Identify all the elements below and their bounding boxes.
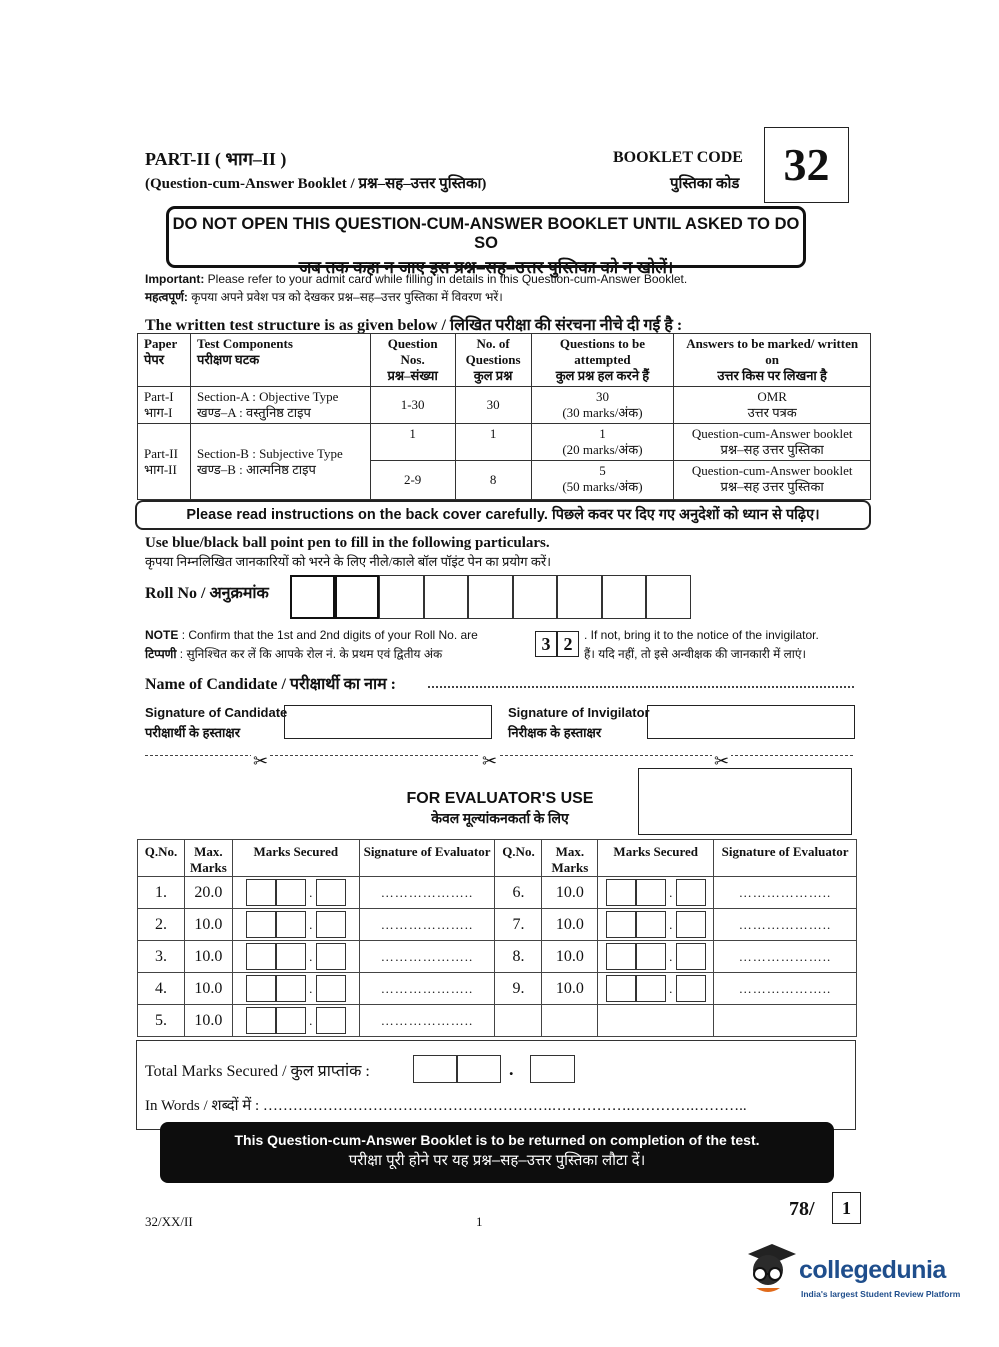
- evaluator-header-row: [138, 840, 857, 877]
- marks-digit[interactable]: [246, 1007, 276, 1034]
- header-noq: No. of Questions: [465, 336, 521, 367]
- in-words-field[interactable]: ………………………………………………….…………….………….………..: [262, 1098, 747, 1114]
- table-row: [138, 973, 857, 1005]
- marks-digit[interactable]: [676, 911, 706, 938]
- eval-qno: 3.: [138, 941, 185, 973]
- marks-digit[interactable]: [676, 879, 706, 906]
- warning-en: DO NOT OPEN THIS QUESTION-CUM-ANSWER BOOKLET UNTIL ASKED TO DO SO: [172, 215, 800, 252]
- roll-no-boxes: [290, 575, 692, 620]
- page-number: 1: [476, 1214, 483, 1229]
- decimal-point: .: [669, 980, 673, 996]
- header-qnos: Question Nos.: [387, 336, 438, 367]
- row2-answer-a: Question-cum-Answer booklet: [691, 426, 853, 441]
- marks-digit[interactable]: [246, 943, 276, 970]
- eval-max: 10.0: [542, 877, 598, 909]
- row2-component: Section-B : Subjective Type: [196, 445, 343, 461]
- header-attempt-hi: कुल प्रश्न हल करने हैं: [555, 368, 650, 383]
- row2-attempt-marks-a: (20 marks/अंक): [562, 442, 643, 457]
- important-text: Please refer to your admit card while filling in details in this Question-cum-Answer Booklet.: [207, 272, 688, 286]
- important-label: Important:: [145, 272, 205, 286]
- eval-signature[interactable]: ………………..: [714, 909, 857, 941]
- marks-digit[interactable]: [276, 975, 306, 1002]
- structure-heading: The written test structure is as given below / लिखित परीक्षा की संरचना नीचे दी गई है :: [145, 317, 683, 334]
- sig-candidate-label: Signature of Candidate: [145, 705, 288, 720]
- return-note-hi: परीक्षा पूरी होने पर यह प्रश्न–सह–उत्तर पुस्तिका लौटा दें।: [348, 1152, 646, 1169]
- note-text-en-b: . If not, bring it to the notice of the invigilator.: [584, 628, 819, 642]
- sig-invigilator-box[interactable]: [647, 705, 855, 739]
- structure-header-row: [138, 334, 871, 387]
- structure-row-part1: [138, 387, 871, 424]
- empty-cell: [714, 1005, 857, 1037]
- table-row: [138, 941, 857, 973]
- instructions-note: Please read instructions on the back cover carefully. पिछले कवर पर दिए गए अनुदेशों को ध्यान से पढ़िए।: [135, 500, 871, 530]
- words-row: [145, 1095, 747, 1115]
- pen-note-en: Use blue/black ball point pen to fill in the following particulars.: [145, 535, 550, 551]
- scissors-icon: ✂: [714, 751, 730, 771]
- eval-qno: 9.: [495, 973, 542, 1005]
- total-digit-2[interactable]: [457, 1055, 501, 1083]
- table-row: [138, 1005, 857, 1037]
- row1-component-hi: खण्ड–A : वस्तुनिष्ठ टाइप: [196, 405, 311, 420]
- marks-digit[interactable]: [276, 943, 306, 970]
- evaluator-table: [137, 839, 857, 1037]
- row1-answer-hi: उत्तर पत्रक: [747, 405, 797, 420]
- return-note: [160, 1122, 834, 1183]
- warning-hi: जब तक कहा न जाए इस प्रश्न–सह–उत्तर पुस्तिका को न खोलें।: [298, 258, 674, 277]
- eval-signature[interactable]: ………………..: [714, 877, 857, 909]
- marks-digit[interactable]: [676, 975, 706, 1002]
- eval-signature[interactable]: ………………..: [714, 973, 857, 1005]
- eval-signature[interactable]: ………………..: [359, 1005, 495, 1037]
- marks-secured-field[interactable]: [598, 909, 714, 941]
- row2-attempt-b: 5: [599, 463, 606, 478]
- note-text-hi-a: : सुनिश्चित कर लें कि आपके रोल नं. के प्रथम एवं द्वितीय अंक: [179, 647, 443, 661]
- eval-qno: 1.: [138, 877, 185, 909]
- row2-answer-b: Question-cum-Answer booklet: [691, 463, 853, 478]
- sig-invigilator-label-hi: निरीक्षक के हस्ताक्षर: [508, 725, 602, 740]
- header-noq-hi: कुल प्रश्न: [473, 368, 513, 383]
- row1-paper-hi: भाग-I: [144, 405, 173, 420]
- marks-digit[interactable]: [276, 911, 306, 938]
- important-en: [145, 272, 687, 286]
- structure-table: [137, 333, 871, 500]
- sig-candidate-box[interactable]: [284, 705, 492, 739]
- table-row: [138, 877, 857, 909]
- page-ref-box: 1: [832, 1192, 861, 1224]
- header-components: Test Components: [196, 336, 293, 351]
- booklet-code-box: 32: [764, 127, 849, 203]
- note-digit-2: 2: [557, 631, 579, 657]
- marks-digit[interactable]: [606, 879, 636, 906]
- empty-cell: [542, 1005, 598, 1037]
- roll-label: Roll No / अनुक्रमांक: [145, 585, 269, 602]
- row2-paper-hi: भाग-II: [144, 461, 177, 477]
- row2-qnos-b: 2-9: [370, 461, 455, 500]
- row1-paper: Part-I: [144, 389, 174, 404]
- footer-code: 32/XX/II: [145, 1214, 193, 1229]
- total-marks-label: Total Marks Secured / कुल प्राप्तांक :: [145, 1063, 370, 1080]
- eval-qno: 2.: [138, 909, 185, 941]
- eval-max: 10.0: [184, 941, 232, 973]
- marks-digit[interactable]: [316, 879, 346, 906]
- scissors-icon: ✂: [253, 751, 269, 771]
- collegedunia-logo-icon: [742, 1240, 796, 1298]
- marks-digit[interactable]: [246, 975, 276, 1002]
- roll-digit-1[interactable]: [290, 575, 335, 619]
- note-label: NOTE: [145, 628, 179, 642]
- booklet-subtitle: (Question-cum-Answer Booklet / प्रश्न–सह–उत्तर पुस्तिका): [145, 176, 487, 192]
- eval-header-secured: Marks Secured: [232, 840, 359, 877]
- note-text-a: : Confirm that the 1st and 2nd digits of your Roll No. are: [181, 628, 478, 642]
- row1-attempt: 30: [595, 389, 609, 404]
- warning-box: [166, 206, 806, 277]
- total-digit-3[interactable]: [530, 1055, 575, 1083]
- note-hi: [145, 645, 442, 662]
- marks-digit[interactable]: [636, 879, 666, 906]
- return-note-en: This Question-cum-Answer Booklet is to be returned on completion of the test.: [234, 1132, 760, 1148]
- eval-header-max: Max. Marks: [542, 840, 598, 877]
- marks-digit[interactable]: [636, 943, 666, 970]
- decimal-point: .: [309, 980, 313, 996]
- roll-digit-3[interactable]: [379, 575, 424, 619]
- eval-header-secured: Marks Secured: [598, 840, 714, 877]
- row1-component: Section-A : Objective Type: [196, 389, 339, 404]
- marks-digit[interactable]: [316, 1007, 346, 1034]
- marks-secured-field[interactable]: [598, 973, 714, 1005]
- sig-candidate-label-hi: परीक्षार्थी के हस्ताक्षर: [145, 725, 241, 740]
- roll-digit-4[interactable]: [424, 575, 469, 619]
- header-components-hi: परीक्षण घटक: [196, 352, 260, 367]
- roll-digit-5[interactable]: [468, 575, 513, 619]
- booklet-code-label-hi: पुस्तिका कोड: [670, 176, 740, 192]
- marks-secured-field[interactable]: [598, 877, 714, 909]
- eval-header-signature: Signature of Evaluator: [359, 840, 495, 877]
- important-label-hi: महत्वपूर्ण:: [145, 290, 188, 304]
- important-hi: [145, 288, 503, 305]
- row2-noq-a: 1: [455, 424, 531, 461]
- scissors-icon: ✂: [482, 751, 498, 771]
- row1-noq: 30: [455, 387, 531, 424]
- evaluator-code-box[interactable]: [638, 768, 852, 835]
- roll-digit-7[interactable]: [557, 575, 602, 619]
- marks-digit[interactable]: [246, 911, 276, 938]
- marks-secured-field[interactable]: [598, 941, 714, 973]
- structure-row-part2a: [138, 424, 871, 461]
- eval-max: 10.0: [542, 941, 598, 973]
- candidate-name-field[interactable]: [428, 686, 854, 688]
- header-qnos-hi: प्रश्न–संख्या: [387, 368, 438, 383]
- eval-header-qno: Q.No.: [495, 840, 542, 877]
- eval-qno: 7.: [495, 909, 542, 941]
- eval-qno: 8.: [495, 941, 542, 973]
- marks-digit[interactable]: [676, 943, 706, 970]
- eval-max: 10.0: [184, 1005, 232, 1037]
- marks-digit[interactable]: [276, 879, 306, 906]
- eval-max: 10.0: [542, 973, 598, 1005]
- header-answers: Answers to be marked/ written on: [686, 336, 859, 367]
- note-label-hi: टिप्पणी: [145, 647, 177, 661]
- important-text-hi: कृपया अपने प्रवेश पत्र को देखकर प्रश्न–सह–उत्तर पुस्तिका में विवरण भरें।: [191, 290, 503, 304]
- watermark-brand: collegedunia: [799, 1256, 946, 1284]
- roll-digit-6[interactable]: [513, 575, 558, 619]
- eval-header-signature: Signature of Evaluator: [714, 840, 857, 877]
- roll-digit-8[interactable]: [602, 575, 647, 619]
- eval-max: 10.0: [184, 909, 232, 941]
- marks-digit[interactable]: [276, 1007, 306, 1034]
- marks-digit[interactable]: [606, 975, 636, 1002]
- in-words-label: In Words / शब्दों में :: [145, 1098, 260, 1114]
- marks-digit[interactable]: [636, 911, 666, 938]
- table-row: [138, 909, 857, 941]
- marks-digit[interactable]: [316, 943, 346, 970]
- eval-header-max: Max. Marks: [184, 840, 232, 877]
- evaluator-title: FOR EVALUATOR'S USE: [406, 790, 594, 807]
- row2-attempt-a: 1: [599, 426, 606, 441]
- header-paper: Paper: [144, 336, 178, 351]
- header-paper-hi: पेपर: [144, 352, 165, 367]
- eval-max: 10.0: [542, 909, 598, 941]
- candidate-name-label: Name of Candidate / परीक्षार्थी का नाम :: [145, 676, 396, 693]
- eval-signature[interactable]: ………………..: [359, 973, 495, 1005]
- evaluator-title-hi: केवल मूल्यांकनकर्ता के लिए: [431, 812, 569, 827]
- empty-cell: [598, 1005, 714, 1037]
- eval-qno: 5.: [138, 1005, 185, 1037]
- marks-digit[interactable]: [316, 975, 346, 1002]
- row2-answer-a-hi: प्रश्न–सह उत्तर पुस्तिका: [720, 442, 824, 457]
- marks-secured-field[interactable]: [232, 973, 359, 1005]
- roll-digit-2[interactable]: [335, 575, 380, 619]
- page-ref: 78/: [789, 1198, 815, 1220]
- note-en: [145, 628, 478, 642]
- pen-note-hi: कृपया निम्नलिखित जानकारियों को भरने के लिए नीले/काले बॉल पॉइंट पेन का प्रयोग करें।: [145, 554, 552, 569]
- watermark-tagline: India's largest Student Review Platform: [801, 1289, 961, 1299]
- row2-component-hi: खण्ड–B : आत्मनिष्ठ टाइप: [196, 461, 316, 477]
- decimal-point: .: [309, 1012, 313, 1028]
- marks-digit[interactable]: [636, 975, 666, 1002]
- note-digit-1: 3: [535, 631, 557, 657]
- eval-signature[interactable]: ………………..: [359, 941, 495, 973]
- marks-digit[interactable]: [316, 911, 346, 938]
- decimal-point: .: [309, 884, 313, 900]
- eval-signature[interactable]: ………………..: [359, 909, 495, 941]
- total-digit-1[interactable]: [413, 1055, 457, 1083]
- header-attempt: Questions to be attempted: [559, 336, 646, 367]
- sig-invigilator-label: Signature of Invigilator: [508, 705, 650, 720]
- eval-header-qno: Q.No.: [138, 840, 185, 877]
- marks-secured-field[interactable]: [232, 1005, 359, 1037]
- eval-max: 10.0: [184, 973, 232, 1005]
- roll-digit-9[interactable]: [646, 575, 691, 619]
- row1-attempt-marks: (30 marks/अंक): [562, 405, 643, 420]
- row2-answer-b-hi: प्रश्न–सह उत्तर पुस्तिका: [720, 479, 824, 494]
- decimal-point: .: [309, 916, 313, 932]
- row2-attempt-marks-b: (50 marks/अंक): [562, 479, 643, 494]
- row2-qnos-a: 1: [370, 424, 455, 461]
- part-title: PART-II ( भाग–II ): [145, 149, 287, 169]
- eval-signature[interactable]: ………………..: [359, 877, 495, 909]
- marks-secured-field[interactable]: [232, 909, 359, 941]
- row2-paper: Part-II: [144, 445, 178, 461]
- row2-noq-b: 8: [455, 461, 531, 500]
- marks-secured-field[interactable]: [232, 877, 359, 909]
- decimal-point: .: [669, 948, 673, 964]
- marks-digit[interactable]: [246, 879, 276, 906]
- marks-secured-field[interactable]: [232, 941, 359, 973]
- booklet-code-label: BOOKLET CODE: [613, 149, 743, 166]
- marks-digit[interactable]: [606, 911, 636, 938]
- decimal-point: .: [509, 1059, 514, 1079]
- total-marks-box: [136, 1040, 856, 1130]
- decimal-point: .: [309, 948, 313, 964]
- eval-qno: 4.: [138, 973, 185, 1005]
- empty-cell: [495, 1005, 542, 1037]
- marks-digit[interactable]: [606, 943, 636, 970]
- row1-qnos: 1-30: [370, 387, 455, 424]
- row1-answer: OMR: [757, 389, 787, 404]
- decimal-point: .: [669, 884, 673, 900]
- header-answers-hi: उत्तर किस पर लिखना है: [717, 368, 827, 383]
- eval-qno: 6.: [495, 877, 542, 909]
- note-text-hi-b: हैं। यदि नहीं, तो इसे अन्वीक्षक की जानकारी में लाएं।: [584, 647, 807, 661]
- eval-max: 20.0: [184, 877, 232, 909]
- decimal-point: .: [669, 916, 673, 932]
- eval-signature[interactable]: ………………..: [714, 941, 857, 973]
